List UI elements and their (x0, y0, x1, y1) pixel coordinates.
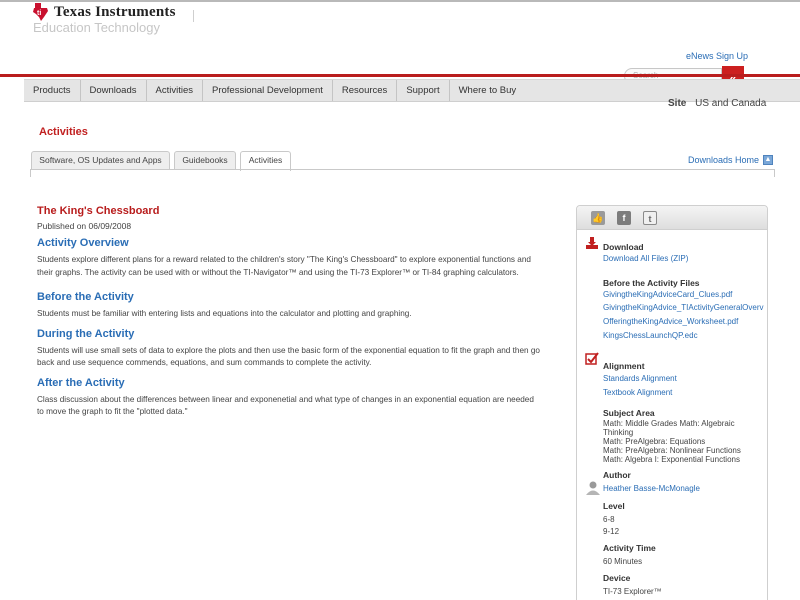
page-title: Activities (39, 126, 88, 138)
level-value: 6-8 (603, 515, 615, 524)
education-technology-label: Education Technology (33, 20, 160, 35)
header-red-rule (0, 74, 800, 77)
textbook-alignment-link[interactable]: Textbook Alignment (603, 388, 673, 397)
activity-sidebar (576, 205, 768, 600)
author-link[interactable]: Heather Basse-McMonagle (603, 484, 700, 493)
level-heading: Level (603, 501, 625, 511)
alignment-heading: Alignment (603, 361, 645, 371)
tabs-panel-edge (30, 169, 31, 177)
tab-activities[interactable]: Activities (240, 151, 291, 171)
subject-item: Math: PreAlgebra: Nonlinear Functions (603, 446, 741, 455)
published-date: Published on 06/09/2008 (37, 221, 132, 231)
nav-where-to-buy[interactable]: Where to Buy (458, 85, 517, 96)
tab-software-os-updates[interactable]: Software, OS Updates and Apps (31, 151, 170, 170)
device-heading: Device (603, 573, 631, 583)
subject-item: Math: Algebra I: Exponential Functions (603, 455, 740, 464)
facebook-icon[interactable]: f (617, 211, 631, 225)
ti-logo[interactable] (32, 2, 176, 22)
section-text: Students will use small sets of data to explore the plots and then use the basic form of the exponential equation to fit the graph and then go back and use sequence commends, equations, and sum commands to complete the activity. (37, 345, 540, 367)
twitter-icon[interactable]: t (643, 211, 657, 225)
file-link[interactable]: KingsChessLaunchQP.edc (603, 331, 698, 340)
device-value: TI-73 Explorer™ (603, 587, 662, 596)
activity-title: The King's Chessboard (37, 205, 160, 217)
checkmark-icon (585, 352, 599, 371)
download-heading: Download (603, 242, 644, 252)
file-link[interactable]: GivingtheKingAdvice_TIActivityGeneralOverv (603, 303, 764, 312)
activity-time-heading: Activity Time (603, 543, 656, 553)
section-text: Students explore different plans for a reward related to the children's story "The King's Chessboard" to explore exponential functions and their graphs. The activity can be used with or without the TI-Navigator™ and using the TI-73 Explorer™ or TI-84 graphing calculators. (37, 255, 531, 277)
section-heading: Activity Overview (37, 237, 129, 249)
tab-guidebooks[interactable]: Guidebooks (174, 151, 236, 170)
nav-downloads[interactable]: Downloads (81, 80, 147, 101)
site-value[interactable]: US and Canada (695, 98, 767, 109)
nav-professional-development[interactable]: Professional Development (203, 80, 333, 101)
person-icon (585, 480, 601, 501)
before-files-heading: Before the Activity Files (603, 278, 700, 288)
nav-support[interactable]: Support (397, 80, 449, 101)
file-link[interactable]: GivingtheKingAdviceCard_Clues.pdf (603, 290, 733, 299)
texas-state-icon (32, 2, 50, 22)
activity-content (37, 205, 542, 419)
site-label: Site (668, 98, 687, 109)
author-heading: Author (603, 470, 631, 480)
download-icon (585, 236, 599, 255)
site-selector[interactable] (668, 98, 766, 109)
like-icon[interactable]: 👍 (592, 212, 604, 223)
download-all-link[interactable]: Download All Files (ZIP) (603, 254, 689, 263)
nav-activities[interactable]: Activities (147, 80, 203, 101)
file-link[interactable]: OfferingtheKingAdvice_Worksheet.pdf (603, 317, 739, 326)
brand-name: Texas Instruments (54, 3, 176, 20)
header-separator (193, 10, 194, 22)
activity-time-value: 60 Minutes (603, 557, 643, 566)
enews-signup-link[interactable]: eNews Sign Up (686, 51, 749, 61)
tabs-baseline (30, 169, 775, 170)
nav-resources[interactable]: Resources (333, 80, 397, 101)
level-value: 9-12 (603, 527, 620, 536)
share-bar (577, 206, 767, 230)
section-heading: After the Activity (37, 376, 125, 389)
section-text: Students must be familiar with entering lists and equations into the calculator and plotting and graphing. (37, 309, 412, 318)
downloads-home-link[interactable]: Downloads Home (688, 155, 760, 165)
subject-area-heading: Subject Area (603, 408, 655, 418)
section-heading: Before the Activity (37, 291, 134, 303)
tabs-panel-edge (774, 169, 775, 177)
subject-item: Math: PreAlgebra: Equations (603, 437, 706, 446)
arrow-up-icon[interactable]: ▲ (764, 156, 772, 163)
nav-products[interactable]: Products (24, 80, 81, 101)
svg-text:ti: ti (37, 10, 42, 17)
section-text: Class discussion about the differences between linear and exponenetial and what type of changes in an exponential equation are needed to move the graph to fit the "plotted data." (37, 394, 534, 416)
section-heading: During the Activity (37, 327, 135, 340)
subject-item: Thinking (603, 428, 634, 437)
subject-item: Math: Middle Grades Math: Algebraic (603, 419, 735, 428)
standards-alignment-link[interactable]: Standards Alignment (603, 374, 677, 383)
